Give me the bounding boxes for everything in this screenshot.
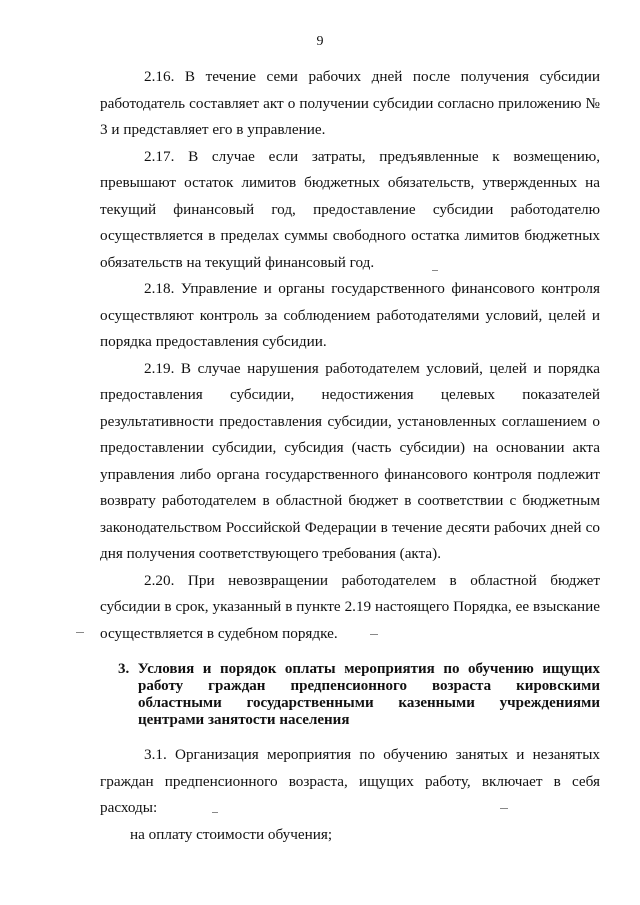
paragraph-2-18: 2.18. Управление и органы государственного финансового контроля осуществляют контроль за соблюдением работодателями условий, целей и порядка предоставления субсидии. — [100, 280, 600, 350]
scan-mark — [500, 808, 508, 809]
scan-mark — [370, 634, 378, 635]
paragraph-2-16: 2.16. В течение семи рабочих дней после получения субсидии работодатель составляет акт о получении субсидии согласно приложению № 3 и представляет его в управление. — [100, 68, 600, 138]
list-item: на оплату стоимости обучения; — [130, 825, 333, 843]
paragraph-2-17: 2.17. В случае если затраты, предъявленные к возмещению, превышают остаток лимитов бюджетных обязательств, утвержденных на текущий финансовый год, предоставление субсидии работодателю осуществляется в пределах суммы свободного остатка лимитов бюджетных обязательств на текущий финансовый год. — [100, 147, 600, 271]
scan-mark — [76, 632, 84, 633]
section-3-heading: 3. Условия и порядок оплаты мероприятия по обучению ищущих работу граждан предпенсионного возраста кировскими областными государственными казенными учреждениями центрами занятости населения — [118, 661, 600, 728]
paragraph-3-1: 3.1. Организация мероприятия по обучению занятых и незанятых граждан предпенсионного возраста, ищущих работу, включает в себя расходы: — [100, 746, 600, 816]
paragraph-2-20: 2.20. При невозвращении работодателем в областной бюджет субсидии в срок, указанный в пункте 2.19 настоящего Порядка, ее взыскание осуществляется в судебном порядке. — [100, 571, 600, 642]
scan-mark — [212, 812, 218, 813]
page-number: 9 — [316, 34, 324, 49]
document-body — [100, 64, 600, 848]
paragraph-2-19: 2.19. В случае нарушения работодателем условий, целей и порядка предоставления субсидии, недостижения целевых показателей результативности предоставления субсидии, установленных соглашением о предоставлении субсидии, субсидия (часть субсидии) на основании акта управления либо органа государственного финансового контроля подлежит возврату работодателем в областной бюджет в соответствии с бюджетным законодательством Российской Федерации в течение десяти рабочих дней со дня получения соответствующего требования (акта). — [100, 359, 600, 562]
scan-mark — [432, 270, 438, 271]
